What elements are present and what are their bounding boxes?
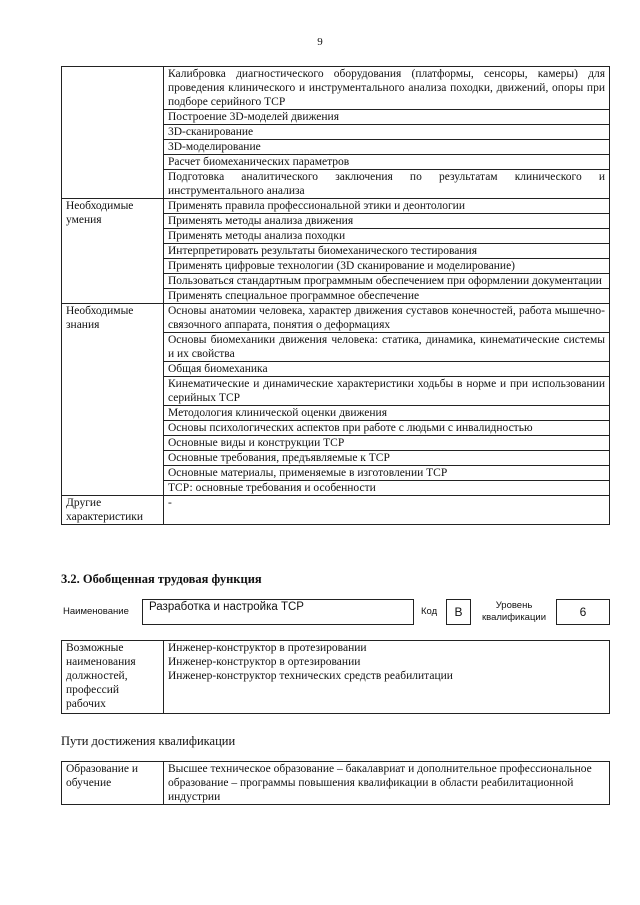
education-label: Образование и обучение: [62, 762, 164, 805]
code-label: Код: [421, 606, 438, 617]
row-label: [62, 67, 164, 199]
row-value: Основные требования, предъявляемые к ТСР: [164, 451, 610, 466]
table-row: [62, 199, 610, 214]
row-value: Расчет биомеханических параметров: [164, 155, 610, 170]
table-row: [62, 67, 610, 110]
education-value: Высшее техническое образование – бакалавриат и дополнительное профессиональное образование – программы повышения квалификации в области реабилитационной индустрии: [164, 762, 610, 805]
section-title: 3.2. Обобщенная трудовая функция: [61, 572, 262, 586]
row-label: Другие характеристики: [62, 496, 164, 525]
row-value: ТСР: основные требования и особенности: [164, 481, 610, 496]
row-value: Построение 3D-моделей движения: [164, 110, 610, 125]
row-value: Применять методы анализа движения: [164, 214, 610, 229]
positions-values: [164, 641, 610, 714]
paths-title: Пути достижения квалификации: [61, 734, 236, 748]
row-value: Методология клинической оценки движения: [164, 406, 610, 421]
positions-label: Возможные наименования должностей, профессий рабочих: [62, 641, 164, 714]
position-item: Инженер-конструктор в протезировании: [168, 642, 367, 654]
position-item: Инженер-конструктор в ортезировании: [168, 656, 361, 668]
row-value: Применять цифровые технологии (3D сканирование и моделирование): [164, 259, 610, 274]
row-value: Применять специальное программное обеспечение: [164, 289, 610, 304]
row-label: Необходимые умения: [62, 199, 164, 304]
row-value: 3D-моделирование: [164, 140, 610, 155]
row-value: Основы психологических аспектов при работе с людьми с инвалидностью: [164, 421, 610, 436]
qualification-level-label: Уровень квалификации: [481, 600, 547, 623]
row-value: Пользоваться стандартным программным обеспечением при оформлении документации: [164, 274, 610, 289]
education-table: [61, 761, 610, 805]
row-value: Основные материалы, применяемые в изготовлении ТСР: [164, 466, 610, 481]
education-row: [62, 762, 610, 805]
code-field: B: [446, 599, 471, 625]
positions-table: [61, 640, 610, 714]
row-value: Основы биомеханики движения человека: статика, динамика, кинематические системы и их свойства: [164, 333, 610, 362]
function-name-field: Разработка и настройка ТСР: [142, 599, 414, 625]
row-value: -: [164, 496, 610, 525]
row-value: Применять правила профессиональной этики и деонтологии: [164, 199, 610, 214]
row-value: Кинематические и динамические характеристики ходьбы в норме и при использовании серийных ТСР: [164, 377, 610, 406]
row-value: Интерпретировать результаты биомеханического тестирования: [164, 244, 610, 259]
name-label: Наименование: [63, 606, 129, 617]
page-number: 9: [317, 36, 323, 48]
competency-table: [61, 66, 610, 525]
row-value: Применять методы анализа походки: [164, 229, 610, 244]
row-value: Общая биомеханика: [164, 362, 610, 377]
row-label: Необходимые знания: [62, 304, 164, 496]
table-row: [62, 496, 610, 525]
qualification-level-field: 6: [556, 599, 610, 625]
position-item: Инженер-конструктор технических средств реабилитации: [168, 670, 453, 682]
row-value: Основы анатомии человека, характер движения суставов конечностей, работа мышечно-связочного аппарата, понятия о деформациях: [164, 304, 610, 333]
row-value: Калибровка диагностического оборудования (платформы, сенсоры, камеры) для проведения клинического и инструментального анализа походки, движений, опоры при подборе серийного ТСР: [164, 67, 610, 110]
table-row: [62, 304, 610, 333]
row-value: Основные виды и конструкции ТСР: [164, 436, 610, 451]
positions-row: [62, 641, 610, 714]
row-value: Подготовка аналитического заключения по результатам клинического и инструментального анализа: [164, 170, 610, 199]
row-value: 3D-сканирование: [164, 125, 610, 140]
